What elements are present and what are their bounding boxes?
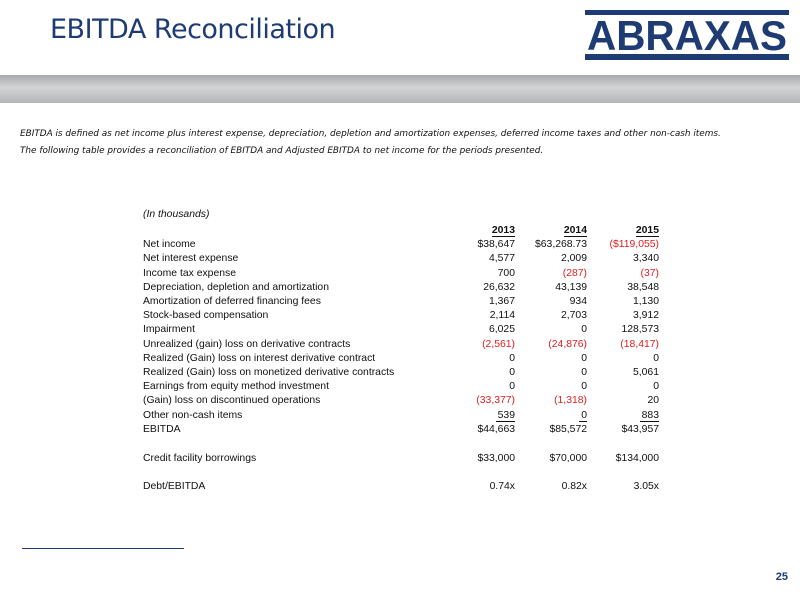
value-cell: $38,647 [477,239,515,251]
table-row [143,409,659,423]
value-cell: $85,572 [549,423,587,435]
value-cell: 38,548 [627,281,659,293]
table-row [143,252,659,266]
value-cell: $63,268.73 [534,239,587,251]
value-cell: 4,577 [488,253,515,265]
row-label: Income tax expense [143,267,236,279]
column-header: 2015 [635,225,659,236]
value-cell: $43,957 [621,423,659,435]
table-row [143,238,659,252]
row-label: Amortization of deferred financing fees [143,296,321,308]
value-cell: (2,561) [482,338,515,350]
table-row [143,394,659,408]
page-number: 25 [775,571,788,583]
value-cell: $134,000 [615,452,659,464]
value-cell: 700 [497,267,515,279]
value-cell: (24,876) [548,338,587,350]
value-cell: 128,573 [621,324,659,336]
value-cell: (1,318) [554,395,587,407]
column-header: 2014 [563,225,587,236]
logo-wordmark: ABRAXAS [587,12,787,59]
spacer-row [143,466,659,481]
value-cell: (33,377) [476,395,515,407]
value-cell: 0.82x [561,481,587,493]
value-cell: 43,139 [555,281,587,293]
row-label: Realized (Gain) loss on interest derivative contract [143,352,376,364]
value-cell: 0.74x [489,481,515,493]
value-cell: 0 [581,381,587,393]
value-cell: 0 [509,352,515,364]
intro-line-1: EBITDA is defined as net income plus interest expense, depreciation, depletion and amortization expenses, deferred income taxes and other non-cash items. [20,129,721,139]
footnote-rule [22,548,184,549]
header-band [0,75,800,103]
value-cell: (287) [562,267,587,279]
row-label: Unrealized (gain) loss on derivative contracts [143,338,351,350]
value-cell: 0 [581,367,587,379]
value-cell: 0 [581,352,587,364]
row-label: EBITDA [143,423,181,435]
row-label: Net income [143,239,196,251]
intro-text [20,126,790,160]
value-cell: 2,114 [489,310,515,322]
value-cell: 0 [581,324,587,336]
value-cell: 934 [569,296,587,308]
table-body [143,238,659,494]
reconciliation-table-wrap [143,206,663,494]
value-cell: 0 [653,381,659,393]
value-cell: $44,663 [477,423,515,435]
column-header: 2013 [491,225,515,236]
table-row [143,323,659,337]
value-cell: 883 [641,409,659,421]
table-row [143,295,659,309]
value-cell: 1,367 [488,296,515,308]
spacer-row [143,437,659,452]
value-cell: 5,061 [632,367,659,379]
table-row [143,281,659,295]
slide-title: EBITDA Reconciliation [50,14,336,45]
value-cell: 3,340 [632,253,659,265]
value-cell: 539 [497,409,515,421]
table-row [143,309,659,323]
abraxas-logo [585,10,789,60]
value-cell: $70,000 [549,452,587,464]
value-cell: (37) [640,267,659,279]
value-cell: ($119,055) [609,239,659,251]
row-label: Other non-cash items [143,409,243,421]
value-cell: 6,025 [488,324,515,336]
value-cell: 0 [509,367,515,379]
value-cell: 0 [581,409,587,421]
value-cell: 3.05x [633,481,659,493]
row-label: Realized (Gain) loss on monetized derivative contracts [143,367,395,379]
value-cell: (18,417) [620,338,659,350]
table-row [143,366,659,380]
table-row [143,380,659,394]
row-label: (Gain) loss on discontinued operations [143,395,321,407]
value-cell: $33,000 [477,452,515,464]
table-row [143,423,659,437]
reconciliation-table [143,224,659,494]
table-row [143,338,659,352]
intro-line-2: The following table provides a reconciliation of EBITDA and Adjusted EBITDA to net income for the periods presented. [20,146,544,156]
value-cell: 1,130 [632,296,659,308]
table-row [143,267,659,281]
units-label: (In thousands) [143,209,210,220]
value-cell: 3,912 [632,310,659,322]
row-label: Net interest expense [143,253,239,265]
row-label: Depreciation, depletion and amortization [143,281,329,293]
value-cell: 0 [653,352,659,364]
row-label: Earnings from equity method investment [143,381,329,393]
value-cell: 20 [647,395,659,407]
row-label: Stock-based compensation [143,310,269,322]
table-row [143,480,659,494]
row-label: Debt/EBITDA [143,481,206,493]
table-row [143,352,659,366]
header-label-cell [143,224,443,238]
row-label: Impairment [143,324,195,336]
table-row [143,452,659,466]
value-cell: 0 [509,381,515,393]
row-label: Credit facility borrowings [143,452,257,464]
header-row [143,224,659,238]
value-cell: 26,632 [483,281,515,293]
value-cell: 2,703 [560,310,587,322]
value-cell: 2,009 [560,253,587,265]
